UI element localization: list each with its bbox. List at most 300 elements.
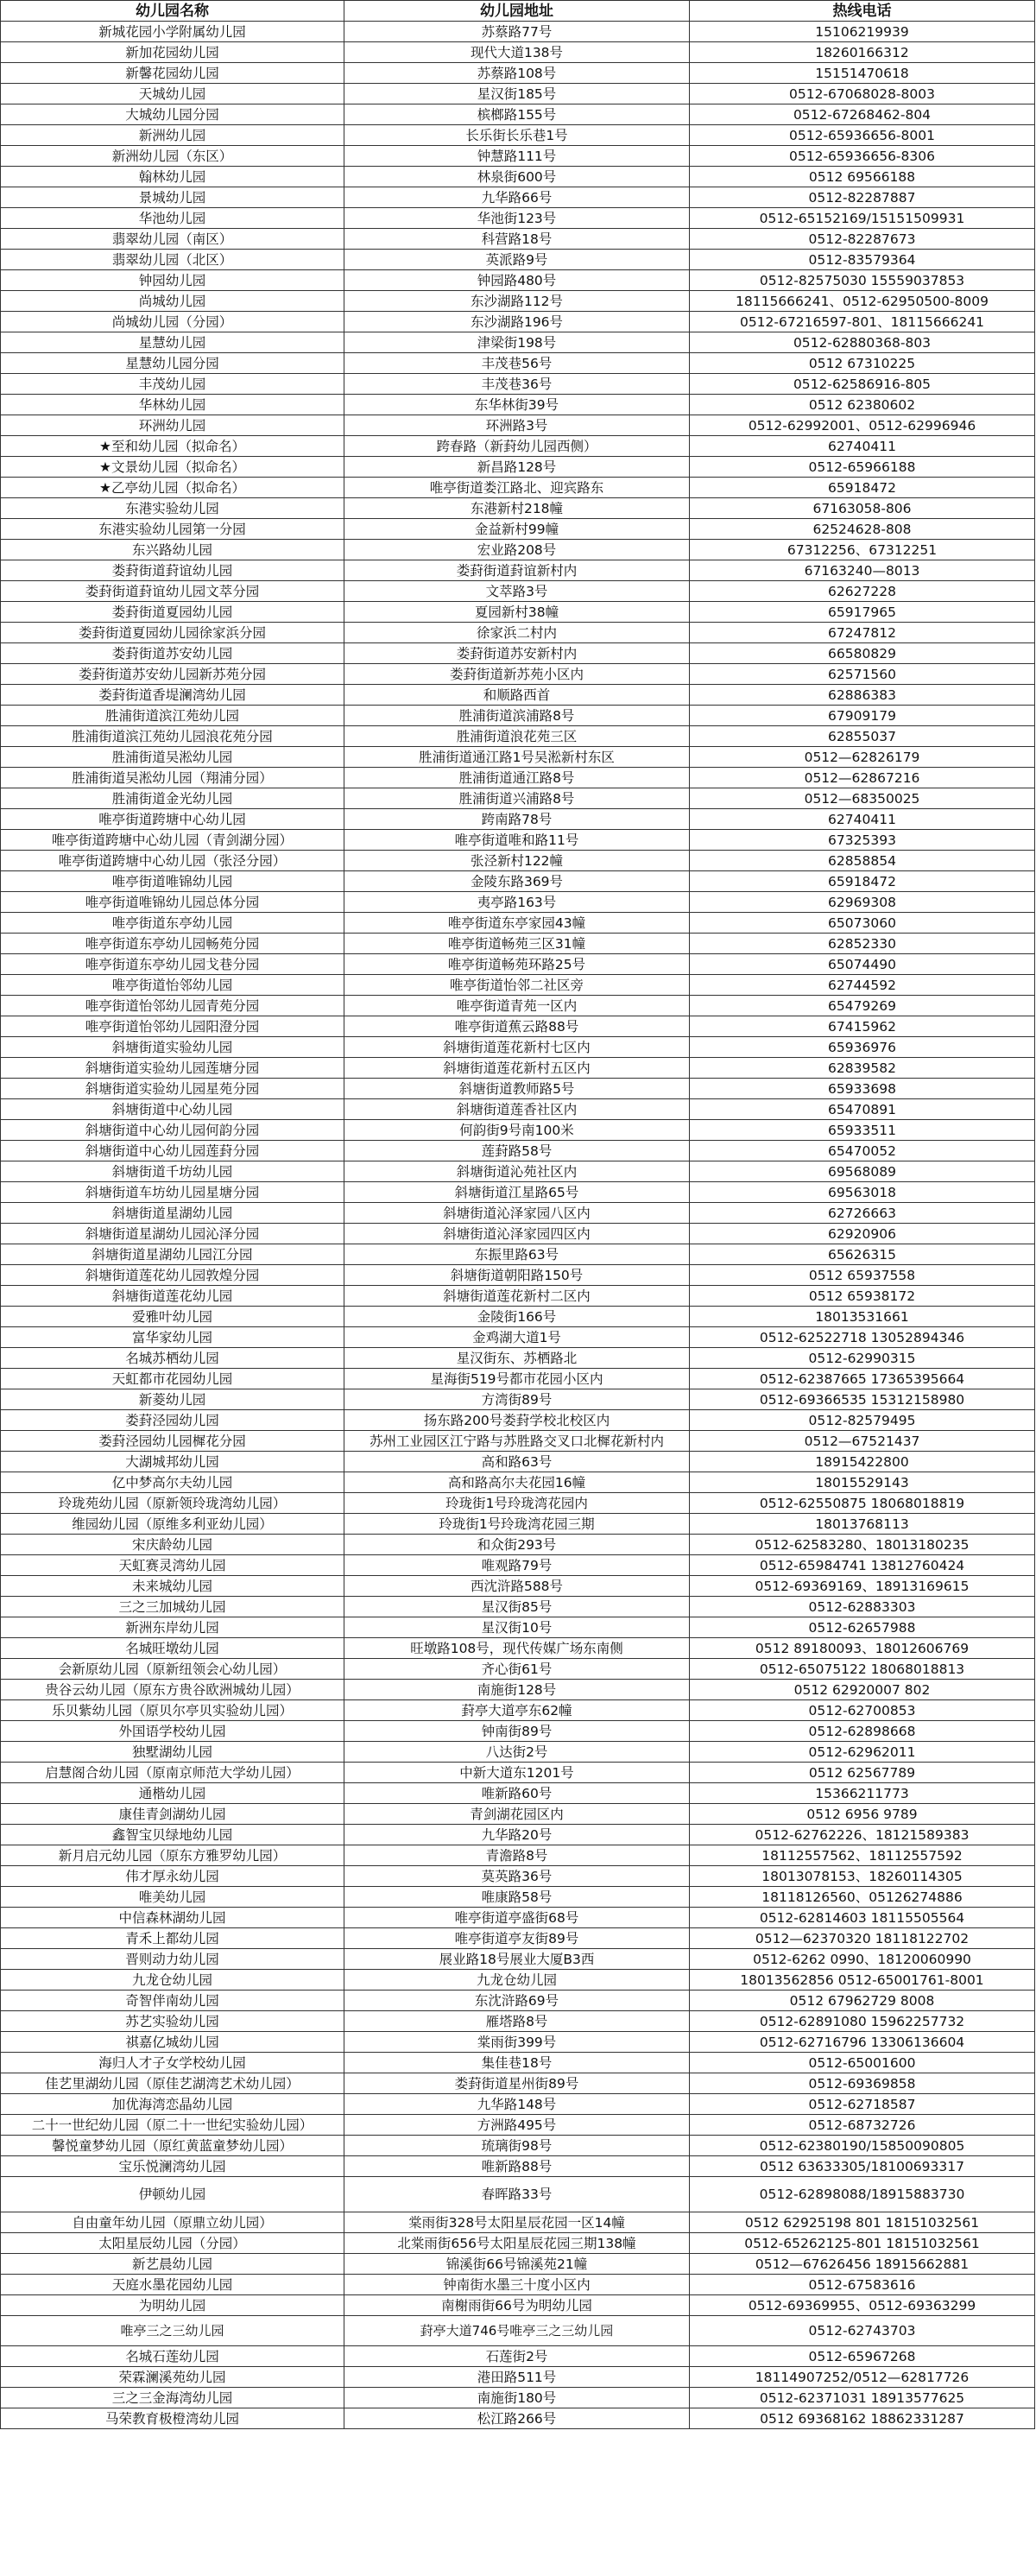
cell-phone: 62858854 <box>690 851 1035 871</box>
cell-phone: 62969308 <box>690 892 1035 913</box>
table-row <box>1 871 1035 892</box>
cell-name: 唯亭街道东亭幼儿园戈巷分园 <box>1 954 344 975</box>
table-row <box>1 1244 1035 1265</box>
cell-phone: 18115666241、0512-62950500-8009 <box>690 291 1035 312</box>
cell-address: 玲珑街1号玲珑湾花园内 <box>344 1493 690 1514</box>
cell-address: 斜塘街道莲花新村七区内 <box>344 1037 690 1058</box>
cell-name: 新月启元幼儿园（原东方雅罗幼儿园） <box>1 1845 344 1866</box>
cell-name: 环洲幼儿园 <box>1 415 344 436</box>
table-row <box>1 1825 1035 1845</box>
cell-address: 方湾街89号 <box>344 1389 690 1410</box>
cell-name: 三之三金海湾幼儿园 <box>1 2388 344 2408</box>
cell-phone: 0512—62826179 <box>690 747 1035 768</box>
table-row <box>1 1763 1035 1783</box>
cell-phone: 0512-67068028-8003 <box>690 84 1035 104</box>
cell-phone: 0512 6956 9789 <box>690 1804 1035 1825</box>
cell-name: 唯亭街道怡邻幼儿园阳澄分园 <box>1 1016 344 1037</box>
table-row <box>1 1203 1035 1224</box>
cell-phone: 0512-62657988 <box>690 1617 1035 1638</box>
cell-phone: 0512—67626456 18915662881 <box>690 2254 1035 2275</box>
cell-name: 东港实验幼儿园第一分园 <box>1 519 344 540</box>
cell-address: 宏业路208号 <box>344 540 690 560</box>
cell-phone: 18013531661 <box>690 1307 1035 1327</box>
table-row <box>1 1493 1035 1514</box>
cell-address: 英派路9号 <box>344 250 690 270</box>
table-row <box>1 2367 1035 2388</box>
cell-phone: 67247812 <box>690 623 1035 643</box>
table-row <box>1 934 1035 954</box>
cell-name: 新洲幼儿园（东区） <box>1 146 344 167</box>
cell-phone: 0512-67216597-801、18115666241 <box>690 312 1035 332</box>
cell-phone: 62744592 <box>690 975 1035 996</box>
cell-name: 唯亭街道东亭幼儿园畅苑分园 <box>1 934 344 954</box>
cell-phone: 0512-62962011 <box>690 1742 1035 1763</box>
cell-address: 苏州工业园区江宁路与苏胜路交叉口北樨花新村内 <box>344 1431 690 1452</box>
cell-address: 娄葑街道新苏苑小区内 <box>344 664 690 685</box>
cell-phone: 69568089 <box>690 1161 1035 1182</box>
table-row <box>1 436 1035 457</box>
table-row <box>1 996 1035 1016</box>
cell-address: 齐心街61号 <box>344 1659 690 1680</box>
cell-address: 南施街128号 <box>344 1680 690 1700</box>
cell-name: ★文景幼儿园（拟命名） <box>1 457 344 478</box>
cell-name: 名城石莲幼儿园 <box>1 2346 344 2367</box>
cell-phone: 0512—62370320 18118122702 <box>690 1928 1035 1949</box>
cell-phone: 62839582 <box>690 1058 1035 1079</box>
table-row <box>1 685 1035 706</box>
table-row <box>1 1182 1035 1203</box>
cell-name: 大城幼儿园分园 <box>1 104 344 125</box>
cell-address: 北棠雨街656号太阳星辰花园三期138幢 <box>344 2233 690 2254</box>
cell-name: ★乙亭幼儿园（拟命名） <box>1 478 344 498</box>
cell-address: 娄葑街道苏安新村内 <box>344 643 690 664</box>
cell-phone: 67909179 <box>690 706 1035 726</box>
cell-name: 唯亭街道唯锦幼儿园 <box>1 871 344 892</box>
cell-phone: 0512-62700853 <box>690 1700 1035 1721</box>
table-row <box>1 478 1035 498</box>
table-row <box>1 1659 1035 1680</box>
table-row <box>1 1721 1035 1742</box>
cell-phone: 0512-62762226、18121589383 <box>690 1825 1035 1845</box>
cell-address: 长乐街长乐巷1号 <box>344 125 690 146</box>
table-row <box>1 146 1035 167</box>
cell-address: 九华路148号 <box>344 2094 690 2115</box>
cell-name: 东兴路幼儿园 <box>1 540 344 560</box>
cell-phone: 15106219939 <box>690 22 1035 42</box>
cell-name: 娄葑泾园幼儿园樨花分园 <box>1 1431 344 1452</box>
table-row <box>1 1058 1035 1079</box>
cell-name: 娄葑街道香堤澜湾幼儿园 <box>1 685 344 706</box>
cell-phone: 15366211773 <box>690 1783 1035 1804</box>
cell-phone: 0512-65075122 18068018813 <box>690 1659 1035 1680</box>
cell-phone: 65933511 <box>690 1120 1035 1141</box>
cell-name: 景城幼儿园 <box>1 187 344 208</box>
cell-address: 夷亭路163号 <box>344 892 690 913</box>
table-row <box>1 2212 1035 2233</box>
table-row <box>1 1120 1035 1141</box>
cell-name: 华林幼儿园 <box>1 395 344 415</box>
table-row <box>1 643 1035 664</box>
cell-phone: 65073060 <box>690 913 1035 934</box>
table-row <box>1 2316 1035 2346</box>
cell-phone: 0512 62920007 802 <box>690 1680 1035 1700</box>
cell-phone: 18915422800 <box>690 1452 1035 1472</box>
table-row <box>1 706 1035 726</box>
cell-name: 会新原幼儿园（原新纽领会心幼儿园） <box>1 1659 344 1680</box>
table-row <box>1 1617 1035 1638</box>
cell-phone: 0512-65936656-8306 <box>690 146 1035 167</box>
cell-address: 青剑湖花园区内 <box>344 1804 690 1825</box>
cell-phone: 0512-82287887 <box>690 187 1035 208</box>
table-row <box>1 830 1035 851</box>
cell-name: 钟园幼儿园 <box>1 270 344 291</box>
table-row <box>1 726 1035 747</box>
table-row <box>1 954 1035 975</box>
table-row <box>1 1555 1035 1576</box>
cell-name: 唯亭三之三幼儿园 <box>1 2316 344 2346</box>
cell-address: 高和路63号 <box>344 1452 690 1472</box>
cell-phone: 65470052 <box>690 1141 1035 1161</box>
cell-address: 东沙湖路196号 <box>344 312 690 332</box>
cell-name: 通楷幼儿园 <box>1 1783 344 1804</box>
table-row <box>1 63 1035 84</box>
table-row <box>1 2115 1035 2136</box>
table-row <box>1 1037 1035 1058</box>
cell-address: 唯亭街道青苑一区内 <box>344 996 690 1016</box>
cell-phone: 62852330 <box>690 934 1035 954</box>
cell-phone: 0512-67583616 <box>690 2275 1035 2295</box>
cell-name: 斜塘街道千坊幼儿园 <box>1 1161 344 1182</box>
cell-phone: 62920906 <box>690 1224 1035 1244</box>
cell-name: 翰林幼儿园 <box>1 167 344 187</box>
cell-name: 东港实验幼儿园 <box>1 498 344 519</box>
cell-name: 斜塘街道中心幼儿园何韵分园 <box>1 1120 344 1141</box>
cell-address: 现代大道138号 <box>344 42 690 63</box>
table-row <box>1 1452 1035 1472</box>
table-row <box>1 250 1035 270</box>
cell-name: 唯美幼儿园 <box>1 1887 344 1908</box>
cell-name: 海归人才子女学校幼儿园 <box>1 2053 344 2073</box>
cell-address: 苏蔡路108号 <box>344 63 690 84</box>
cell-phone: 0512-69369169、18913169615 <box>690 1576 1035 1597</box>
table-row <box>1 374 1035 395</box>
cell-phone: 0512-69366535 15312158980 <box>690 1389 1035 1410</box>
cell-name: 娄葑街道夏园幼儿园徐家浜分园 <box>1 623 344 643</box>
cell-name: 斜塘街道实验幼儿园星苑分园 <box>1 1079 344 1099</box>
cell-phone: 67415962 <box>690 1016 1035 1037</box>
table-row <box>1 1949 1035 1970</box>
cell-phone: 0512-82579495 <box>690 1410 1035 1431</box>
cell-phone: 0512-62992001、0512-62996946 <box>690 415 1035 436</box>
cell-phone: 0512—68350025 <box>690 788 1035 809</box>
cell-phone: 67163058-806 <box>690 498 1035 519</box>
cell-name: 娄葑街道苏安幼儿园 <box>1 643 344 664</box>
cell-phone: 0512-62718587 <box>690 2094 1035 2115</box>
cell-address: 胜浦街道通江路8号 <box>344 768 690 788</box>
cell-name: 二十一世纪幼儿园（原二十一世纪实验幼儿园） <box>1 2115 344 2136</box>
cell-phone: 65626315 <box>690 1244 1035 1265</box>
cell-address: 钟南街89号 <box>344 1721 690 1742</box>
cell-phone: 69563018 <box>690 1182 1035 1203</box>
cell-phone: 0512 62925198 801 18151032561 <box>690 2212 1035 2233</box>
table-row <box>1 1866 1035 1887</box>
cell-phone: 18013768113 <box>690 1514 1035 1535</box>
cell-address: 扬东路200号娄葑学校北校区内 <box>344 1410 690 1431</box>
cell-address: 斜塘街道沁苑社区内 <box>344 1161 690 1182</box>
cell-phone: 18112557562、18112557592 <box>690 1845 1035 1866</box>
cell-phone: 65933698 <box>690 1079 1035 1099</box>
cell-address: 金陵街166号 <box>344 1307 690 1327</box>
cell-name: 康佳青剑湖幼儿园 <box>1 1804 344 1825</box>
cell-address: 锦溪街66号锦溪苑21幢 <box>344 2254 690 2275</box>
cell-phone: 0512 89180093、18012606769 <box>690 1638 1035 1659</box>
cell-phone: 62571560 <box>690 664 1035 685</box>
cell-address: 唯新路88号 <box>344 2156 690 2177</box>
cell-phone: 65918472 <box>690 478 1035 498</box>
cell-phone: 15151470618 <box>690 63 1035 84</box>
cell-address: 金鸡湖大道1号 <box>344 1327 690 1348</box>
cell-name: 新馨花园幼儿园 <box>1 63 344 84</box>
cell-address: 苏蔡路77号 <box>344 22 690 42</box>
cell-phone: 18013562856 0512-65001761-8001 <box>690 1970 1035 1991</box>
table-row <box>1 2053 1035 2073</box>
cell-phone: 0512-68732726 <box>690 2115 1035 2136</box>
cell-phone: 65917965 <box>690 602 1035 623</box>
cell-name: 星慧幼儿园 <box>1 332 344 353</box>
cell-phone: 62627228 <box>690 581 1035 602</box>
cell-phone: 0512 63633305/18100693317 <box>690 2156 1035 2177</box>
table-row <box>1 1576 1035 1597</box>
table-row <box>1 1389 1035 1410</box>
header-phone: 热线电话 <box>690 1 1035 22</box>
cell-name: 华池幼儿园 <box>1 208 344 229</box>
cell-name: 玲珑苑幼儿园（原新领玲珑湾幼儿园） <box>1 1493 344 1514</box>
table-row <box>1 1079 1035 1099</box>
cell-address: 西沈浒路588号 <box>344 1576 690 1597</box>
cell-phone: 0512-62743703 <box>690 2316 1035 2346</box>
header-row <box>1 1 1035 22</box>
table-row <box>1 187 1035 208</box>
cell-phone: 0512-62583280、18013180235 <box>690 1535 1035 1555</box>
table-row <box>1 270 1035 291</box>
cell-address: 丰茂巷56号 <box>344 353 690 374</box>
table-row <box>1 892 1035 913</box>
cell-name: 青禾上都幼儿园 <box>1 1928 344 1949</box>
table-row <box>1 2295 1035 2316</box>
cell-phone: 18013078153、18260114305 <box>690 1866 1035 1887</box>
table-row <box>1 1265 1035 1286</box>
cell-phone: 18114907252/0512—62817726 <box>690 2367 1035 2388</box>
cell-address: 胜浦街道通江路1号吴淞新村东区 <box>344 747 690 768</box>
cell-name: 唯亭街道跨塘中心幼儿园（青剑湖分园） <box>1 830 344 851</box>
cell-phone: 0512-62716796 13306136604 <box>690 2032 1035 2053</box>
table-row <box>1 42 1035 63</box>
table-row <box>1 2156 1035 2177</box>
cell-phone: 0512 62567789 <box>690 1763 1035 1783</box>
cell-phone: 67325393 <box>690 830 1035 851</box>
cell-address: 斜塘街道沁泽家园四区内 <box>344 1224 690 1244</box>
cell-address: 星汉街10号 <box>344 1617 690 1638</box>
table-row <box>1 1970 1035 1991</box>
table-row <box>1 1804 1035 1825</box>
cell-address: 唯亭街道东亭家园43幢 <box>344 913 690 934</box>
cell-name: 尚城幼儿园 <box>1 291 344 312</box>
table-row <box>1 1597 1035 1617</box>
cell-phone: 18118126560、05126274886 <box>690 1887 1035 1908</box>
cell-address: 港田路511号 <box>344 2367 690 2388</box>
table-row <box>1 2408 1035 2429</box>
cell-address: 葑亭大道亭东62幢 <box>344 1700 690 1721</box>
table-row <box>1 2346 1035 2367</box>
cell-name: 唯亭街道怡邻幼儿园青苑分园 <box>1 996 344 1016</box>
cell-address: 林泉街600号 <box>344 167 690 187</box>
cell-phone: 66580829 <box>690 643 1035 664</box>
cell-address: 斜塘街道莲花新村五区内 <box>344 1058 690 1079</box>
cell-address: 唯亭街道亭友街89号 <box>344 1928 690 1949</box>
table-row <box>1 1845 1035 1866</box>
cell-phone: 0512-65152169/15151509931 <box>690 208 1035 229</box>
cell-name: 胜浦街道滨江苑幼儿园 <box>1 706 344 726</box>
table-row <box>1 1908 1035 1928</box>
cell-address: 文萃路3号 <box>344 581 690 602</box>
cell-address: 星汉街东、苏栖路北 <box>344 1348 690 1369</box>
table-row <box>1 1286 1035 1307</box>
cell-name: 九龙仓幼儿园 <box>1 1970 344 1991</box>
cell-name: 娄葑街道葑谊幼儿园文萃分园 <box>1 581 344 602</box>
cell-address: 中新大道东1201号 <box>344 1763 690 1783</box>
cell-address: 葑亭大道746号唯亭三之三幼儿园 <box>344 2316 690 2346</box>
cell-address: 斜塘街道朝阳路150号 <box>344 1265 690 1286</box>
cell-phone: 0512 67310225 <box>690 353 1035 374</box>
table-row <box>1 1327 1035 1348</box>
cell-name: 富华家幼儿园 <box>1 1327 344 1348</box>
cell-phone: 0512-6262 0990、18120060990 <box>690 1949 1035 1970</box>
cell-address: 石莲街2号 <box>344 2346 690 2367</box>
cell-address: 九龙仓幼儿园 <box>344 1970 690 1991</box>
cell-address: 唯亭街道蕉云路88号 <box>344 1016 690 1037</box>
cell-phone: 0512 69368162 18862331287 <box>690 2408 1035 2429</box>
cell-name: 奇智伴南幼儿园 <box>1 1991 344 2011</box>
table-row <box>1 2177 1035 2212</box>
cell-address: 张泾新村122幢 <box>344 851 690 871</box>
cell-phone: 62740411 <box>690 809 1035 830</box>
cell-phone: 0512-62814603 18115505564 <box>690 1908 1035 1928</box>
cell-phone: 0512-65967268 <box>690 2346 1035 2367</box>
cell-address: 南施街180号 <box>344 2388 690 2408</box>
table-row <box>1 788 1035 809</box>
table-body <box>1 22 1035 2429</box>
cell-phone: 62524628-808 <box>690 519 1035 540</box>
table-row <box>1 395 1035 415</box>
cell-address: 唯康路58号 <box>344 1887 690 1908</box>
table-row <box>1 2094 1035 2115</box>
cell-name: 星慧幼儿园分园 <box>1 353 344 374</box>
table-row <box>1 809 1035 830</box>
cell-address: 展业路18号展业大厦B3西 <box>344 1949 690 1970</box>
cell-address: 金陵东路369号 <box>344 871 690 892</box>
cell-address: 华池街123号 <box>344 208 690 229</box>
cell-address: 胜浦街道浪花苑三区 <box>344 726 690 747</box>
cell-phone: 0512 65938172 <box>690 1286 1035 1307</box>
table-row <box>1 312 1035 332</box>
table-row <box>1 851 1035 871</box>
cell-address: 斜塘街道江星路65号 <box>344 1182 690 1203</box>
table-row <box>1 415 1035 436</box>
cell-address: 斜塘街道教师路5号 <box>344 1079 690 1099</box>
table-row <box>1 2011 1035 2032</box>
cell-phone: 0512 62380602 <box>690 395 1035 415</box>
cell-name: 斜塘街道星湖幼儿园 <box>1 1203 344 1224</box>
cell-name: 大湖城邦幼儿园 <box>1 1452 344 1472</box>
cell-address: 跨春路（新葑幼儿园西侧） <box>344 436 690 457</box>
cell-phone: 0512—67521437 <box>690 1431 1035 1452</box>
cell-address: 九华路20号 <box>344 1825 690 1845</box>
table-row <box>1 457 1035 478</box>
cell-phone: 62855037 <box>690 726 1035 747</box>
cell-phone: 18260166312 <box>690 42 1035 63</box>
cell-name: 天城幼儿园 <box>1 84 344 104</box>
header-name: 幼儿园名称 <box>1 1 344 22</box>
cell-address: 琉璃街98号 <box>344 2136 690 2156</box>
cell-name: 晋则动力幼儿园 <box>1 1949 344 1970</box>
cell-address: 九华路66号 <box>344 187 690 208</box>
cell-name: 胜浦街道吴淞幼儿园 <box>1 747 344 768</box>
cell-phone: 0512 65937558 <box>690 1265 1035 1286</box>
table-row <box>1 332 1035 353</box>
table-row <box>1 1783 1035 1804</box>
cell-address: 唯亭街道怡邻二社区旁 <box>344 975 690 996</box>
cell-address: 星汉街185号 <box>344 84 690 104</box>
cell-name: 斜塘街道中心幼儿园 <box>1 1099 344 1120</box>
cell-name: 唯亭街道跨塘中心幼儿园 <box>1 809 344 830</box>
cell-name: 斜塘街道星湖幼儿园江分园 <box>1 1244 344 1265</box>
cell-phone: 0512-62586916-805 <box>690 374 1035 395</box>
cell-address: 八达街2号 <box>344 1742 690 1763</box>
cell-address: 何韵街9号南100米 <box>344 1120 690 1141</box>
table-row <box>1 1369 1035 1389</box>
cell-name: ★至和幼儿园（拟命名） <box>1 436 344 457</box>
cell-name: 翡翠幼儿园（南区） <box>1 229 344 250</box>
cell-address: 钟园路480号 <box>344 270 690 291</box>
cell-phone: 0512-67268462-804 <box>690 104 1035 125</box>
table-row <box>1 602 1035 623</box>
cell-name: 加优海湾恋晶幼儿园 <box>1 2094 344 2115</box>
cell-name: 宝乐悦澜湾幼儿园 <box>1 2156 344 2177</box>
cell-name: 贵谷云幼儿园（原东方贵谷欧洲城幼儿园） <box>1 1680 344 1700</box>
cell-address: 津梁街198号 <box>344 332 690 353</box>
cell-address: 钟南街水墨三十度小区内 <box>344 2275 690 2295</box>
cell-address: 集佳巷18号 <box>344 2053 690 2073</box>
cell-name: 中信森林湖幼儿园 <box>1 1908 344 1928</box>
table-row <box>1 768 1035 788</box>
cell-address: 旺墩路108号，现代传媒广场东南侧 <box>344 1638 690 1659</box>
table-row <box>1 2032 1035 2053</box>
cell-name: 新城花园小学附属幼儿园 <box>1 22 344 42</box>
cell-name: 新洲幼儿园 <box>1 125 344 146</box>
cell-address: 跨南路78号 <box>344 809 690 830</box>
table-row <box>1 2233 1035 2254</box>
cell-address: 唯观路79号 <box>344 1555 690 1576</box>
table-row <box>1 498 1035 519</box>
cell-name: 维园幼儿园（原维多利亚幼儿园） <box>1 1514 344 1535</box>
cell-address: 东港新村218幢 <box>344 498 690 519</box>
cell-address: 松江路266号 <box>344 2408 690 2429</box>
cell-address: 胜浦街道滨浦路8号 <box>344 706 690 726</box>
table-row <box>1 623 1035 643</box>
cell-phone: 0512-65966188 <box>690 457 1035 478</box>
cell-address: 唯新路60号 <box>344 1783 690 1804</box>
cell-name: 外国语学校幼儿园 <box>1 1721 344 1742</box>
